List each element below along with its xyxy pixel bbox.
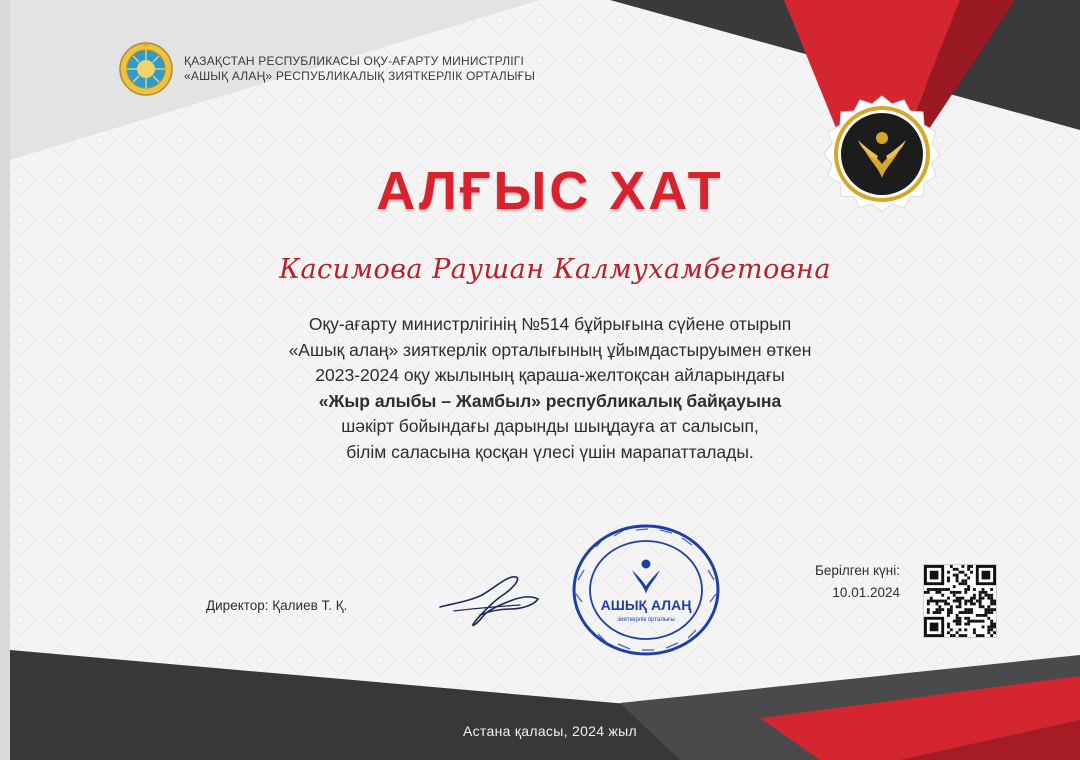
certificate-body xyxy=(0,312,1080,465)
qr-code-pattern xyxy=(924,565,996,637)
certificate-title: АЛҒЫС ХАТ xyxy=(376,161,724,221)
body-line: «Ашық алаң» зияткерлік орталығының ұйымдастыруымен өткен xyxy=(288,339,812,360)
ministry-line: ҚАЗАҚСТАН РЕСПУБЛИКАСЫ ОҚУ-АҒАРТУ МИНИСТРЛІГІ xyxy=(184,54,525,68)
kazakhstan-emblem-icon xyxy=(118,40,174,98)
certificate-header xyxy=(118,40,535,98)
issued-date: 10.01.2024 xyxy=(832,585,900,600)
body-line: шәкірт бойындағы дарынды шыңдауға ат салысып, xyxy=(341,416,759,436)
issue-location: Астана қаласы, 2024 жыл xyxy=(462,723,638,739)
center-line: «АШЫҚ АЛАҢ» РЕСПУБЛИКАЛЫҚ ЗИЯТКЕРЛІК ОРТАЛЫҒЫ xyxy=(184,69,536,83)
stamp-name: АШЫҚ АЛАҢ xyxy=(600,597,692,613)
ministry-text xyxy=(184,54,535,84)
director-label: Директор: Қалиев Т. Қ. xyxy=(206,598,348,613)
recipient-name: Касимова Раушан Калмухамбетовна xyxy=(279,254,831,285)
official-stamp xyxy=(570,522,722,658)
qr-code xyxy=(923,564,997,638)
director-signature xyxy=(430,565,550,640)
issued-label: Берілген күні: xyxy=(815,563,900,578)
stamp-subtitle: зияткерлік орталығы xyxy=(617,617,675,623)
contest-name: «Жыр алыбы – Жамбыл» республикалық байқауына xyxy=(318,390,782,411)
body-line: Оқу-ағарту министрлігінің №514 бұйрығына сүйене отырып xyxy=(308,314,792,334)
body-line: 2023-2024 оқу жылының қараша-желтоқсан айларындағы xyxy=(315,365,785,385)
body-line: білім саласына қосқан үлесі үшін марапатталады. xyxy=(346,441,754,462)
